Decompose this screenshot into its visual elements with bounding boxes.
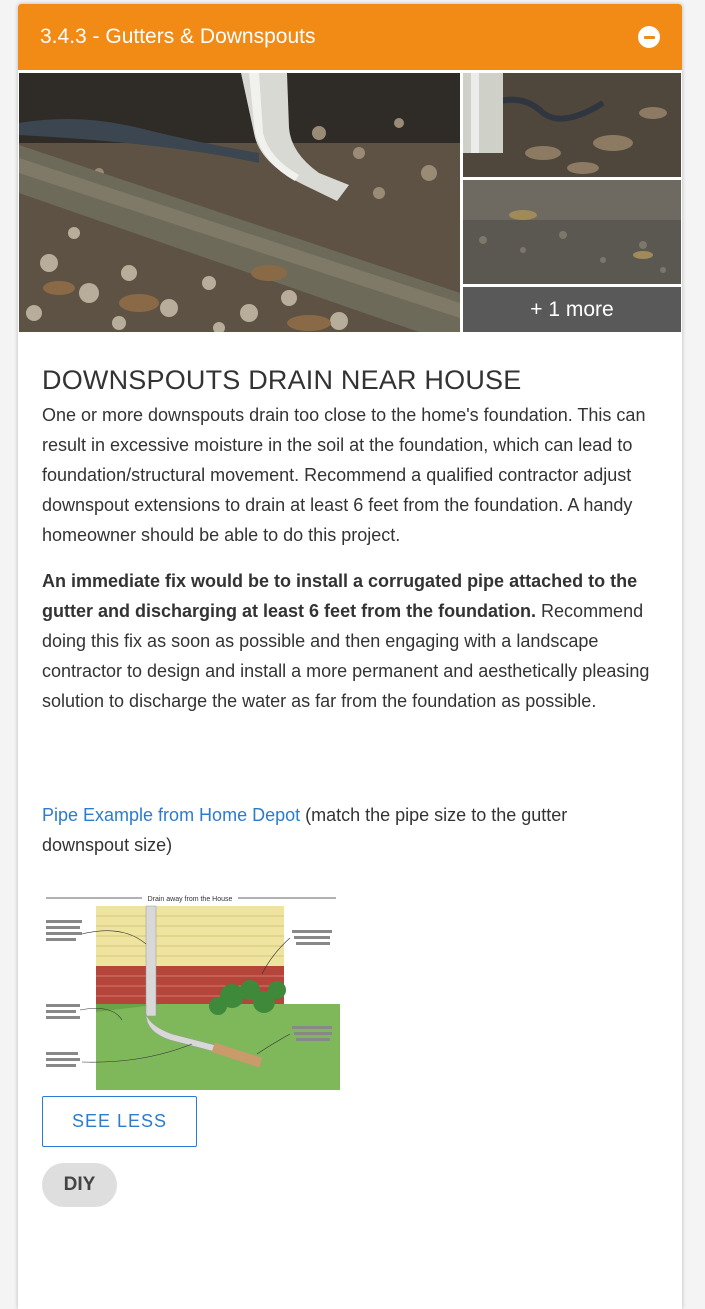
photo-main[interactable] — [19, 73, 460, 332]
photo-thumb-1[interactable] — [463, 73, 681, 177]
defect-title: DOWNSPOUTS DRAIN NEAR HOUSE — [42, 365, 522, 395]
section-header[interactable] — [18, 4, 682, 70]
defect-content — [18, 364, 682, 1207]
recommendation-bold: An immediate fix would be to install a corrugated pipe attached to the gutter and discharging at least 6 feet from the foundation. — [42, 571, 638, 621]
defect-card — [18, 4, 682, 1309]
photo-gallery — [18, 70, 682, 332]
section-title: 3.4.3 - Gutters & Downspouts — [40, 25, 316, 48]
reference-line — [42, 800, 658, 860]
diy-badge: DIY — [42, 1163, 117, 1207]
more-photos-button[interactable]: + 1 more — [463, 287, 681, 332]
downspout-diagram[interactable] — [42, 894, 340, 1090]
see-less-button[interactable]: SEE LESS — [42, 1096, 197, 1147]
defect-description: One or more downspouts drain too close to the home's foundation. This can result in excessive moisture in the soil at the foundation, which can lead to foundation/structural movement. Recommend a qualified contractor adjust downspout extensions to drain at least 6 feet from the foundation. A handy homeowner should be able to do this project. — [42, 405, 646, 545]
recommendation-text: Recommend doing this fix as soon as possible and then engaging with a landscape contractor to design and install a more permanent and aesthetically pleasing solution to discharge the water as far from the foundation as possible. — [42, 601, 650, 711]
diagram-heading: Drain away from the House — [147, 896, 233, 903]
home-depot-link[interactable]: Pipe Example from Home Depot — [42, 805, 301, 825]
defect-recommendation — [42, 566, 658, 716]
minus-circle-icon[interactable] — [638, 26, 660, 48]
link-note: (match the pipe size to the gutter downspout size) — [42, 805, 568, 855]
photo-thumb-2[interactable] — [463, 180, 681, 284]
